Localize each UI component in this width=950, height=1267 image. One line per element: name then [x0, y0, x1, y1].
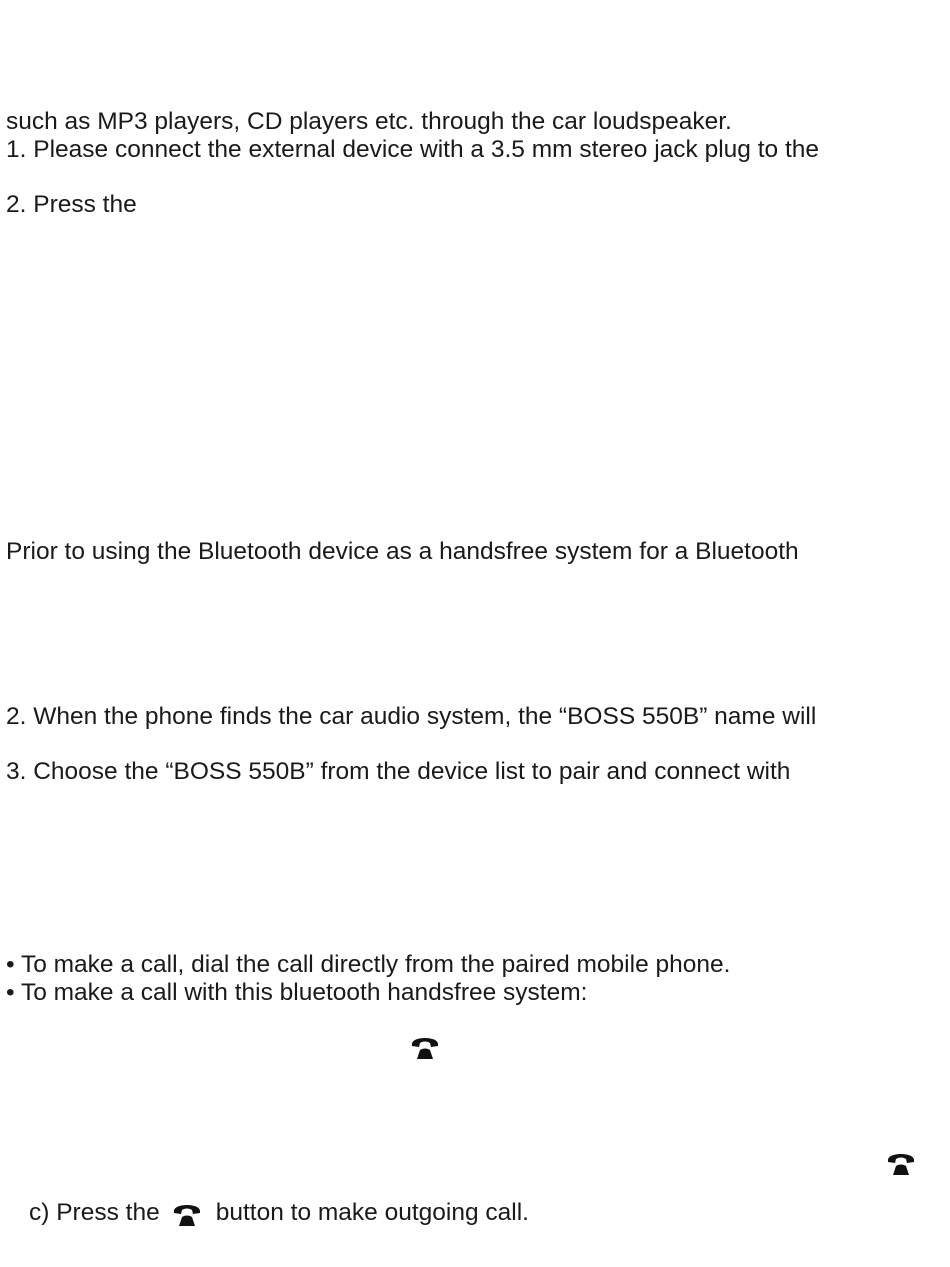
bluetooth-step-2-text: 2. When the phone finds the car audio system, the “BOSS 550B” name will — [6, 703, 817, 730]
phone-handset-icon — [172, 1200, 202, 1226]
call-step-c-row — [29, 1199, 529, 1227]
phone-handset-icon — [886, 1149, 916, 1175]
aux-step-1-text: 1. Please connect the external device with a 3.5 mm stereo jack plug to the — [6, 136, 820, 163]
aux-intro-text: such as MP3 players, CD players etc. through the car loudspeaker. — [6, 108, 732, 135]
call-bullet-2-text: • To make a call with this bluetooth handsfree system: — [6, 979, 588, 1006]
aux-step-2-text: 2. Press the — [6, 191, 137, 218]
call-step-c-suffix: button to make outgoing call. — [215, 1199, 529, 1226]
bluetooth-prior-text: Prior to using the Bluetooth device as a handsfree system for a Bluetooth — [6, 538, 799, 565]
call-step-c-prefix: c) Press the — [29, 1199, 160, 1226]
call-bullet-1-text: • To make a call, dial the call directly from the paired mobile phone. — [6, 951, 731, 978]
bluetooth-step-3-text: 3. Choose the “BOSS 550B” from the device list to pair and connect with — [6, 758, 791, 785]
phone-handset-icon — [410, 1033, 440, 1059]
